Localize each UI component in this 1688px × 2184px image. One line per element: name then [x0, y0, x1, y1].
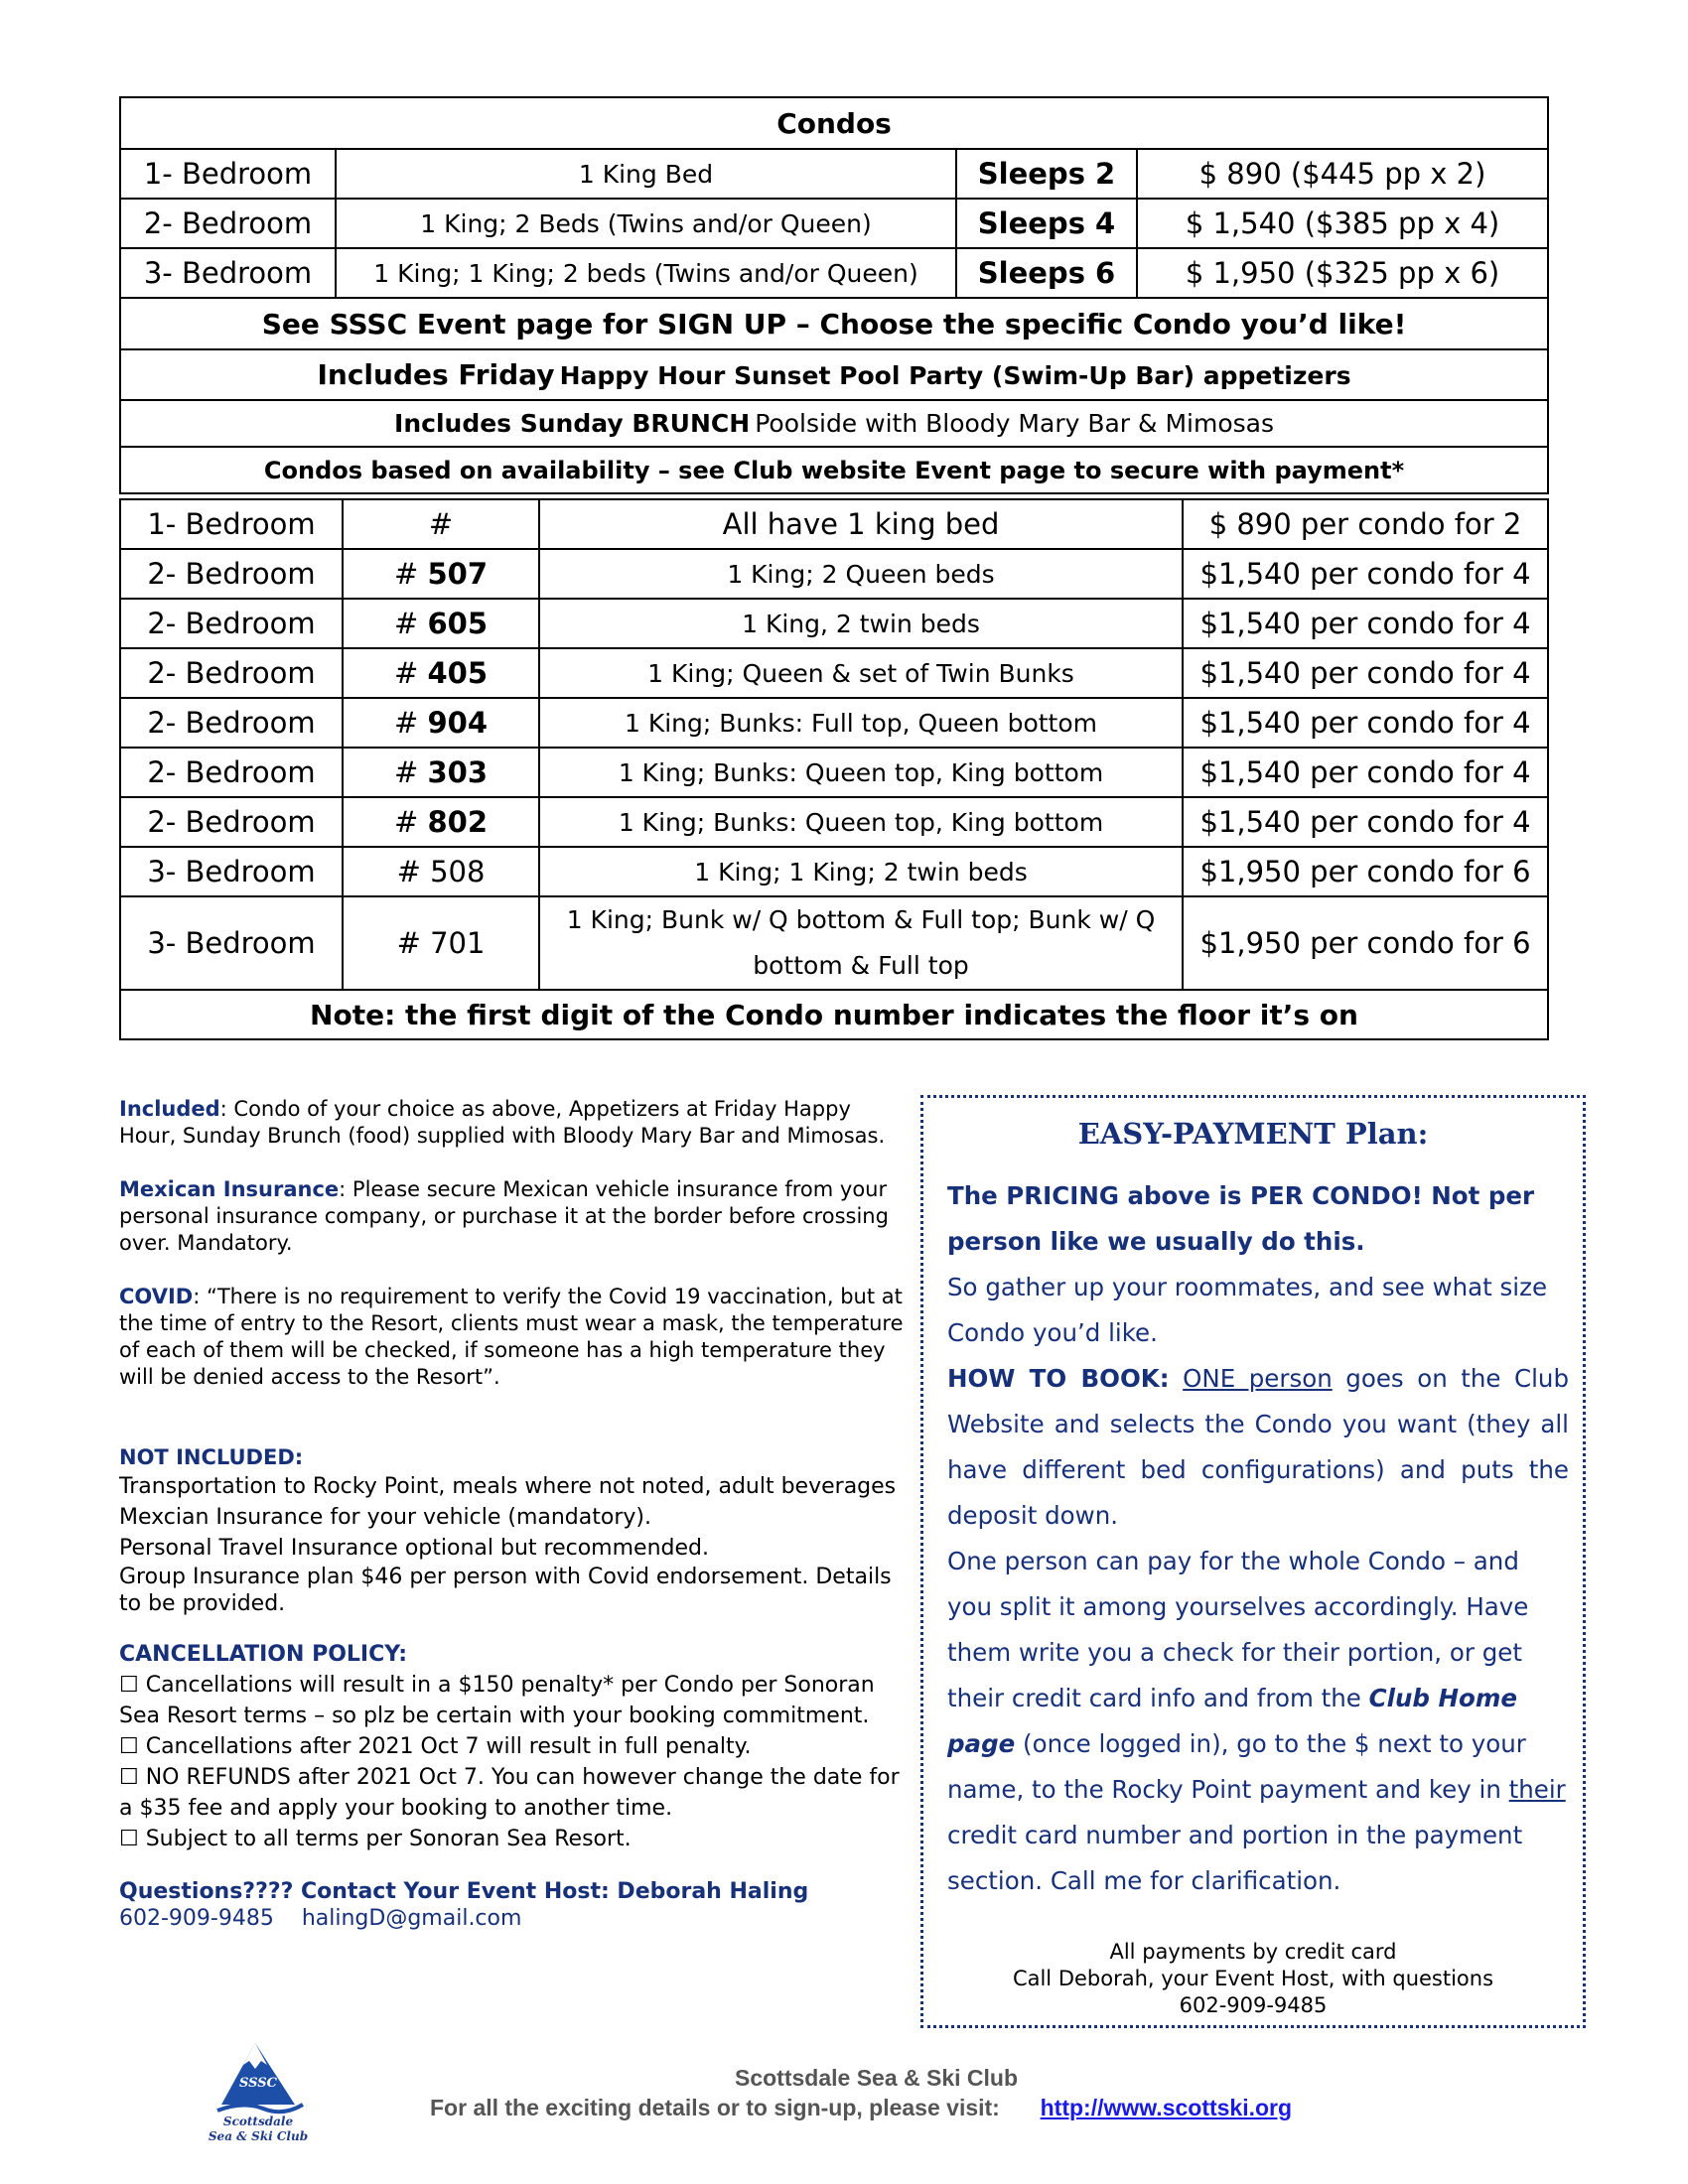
table-row: 2- Bedroom # 507 1 King; 2 Queen beds $1,540 per condo for 4 — [120, 549, 1548, 599]
svg-text:Sea & Ski Club: Sea & Ski Club — [208, 2129, 309, 2143]
contact-phone: 602-909-9485 — [119, 1906, 274, 1931]
insurance-section: Mexican Insurance: Please secure Mexican vehicle insurance from your personal insurance company, or purchase it at the border before crossing over. Mandatory. — [119, 1177, 889, 1255]
footer-visit: For all the exciting details or to sign-up, please visit: http://www.scottski.org — [430, 2095, 1293, 2120]
footer-website-link[interactable]: http://www.scottski.org — [1040, 2095, 1293, 2120]
one-person-link: ONE person — [1183, 1364, 1333, 1393]
contact-line — [119, 1905, 904, 1932]
table-row: 2- Bedroom 1 King; 2 Beds (Twins and/or Queen) Sleeps 4 $ 1,540 ($385 pp x 4) — [120, 199, 1548, 248]
footer-club-name: Scottsdale Sea & Ski Club — [735, 2065, 1019, 2091]
sunday-note: Includes Sunday BRUNCH Poolside with Bloody Mary Bar & Mimosas — [120, 400, 1548, 447]
units-table — [119, 498, 1549, 1040]
not-included-heading: NOT INCLUDED: — [119, 1445, 304, 1469]
cancellation-heading: CANCELLATION POLICY: — [119, 1642, 408, 1667]
not-included-list: Transportation to Rocky Point, meals where not noted, adult beverages Mexcian Insurance for your vehicle (mandatory). Personal Travel Insurance optional but recommended. Group Insurance plan $46 per person with Covid endorsement. Details to be provided. — [119, 1474, 897, 1616]
questions-heading: Questions???? Contact Your Event Host: Deborah Haling — [119, 1879, 809, 1904]
svg-text:Scottsdale: Scottsdale — [222, 2115, 294, 2128]
club-logo — [204, 2035, 313, 2144]
table-row: 2- Bedroom # 405 1 King; Queen & set of Twin Bunks $1,540 per condo for 4 — [120, 648, 1548, 698]
easy-payment-box — [920, 1095, 1586, 2028]
box-footer: All payments by credit card Call Deborah, your Event Host, with questions 602-909-9485 — [1012, 1940, 1494, 2017]
table-row: 1- Bedroom 1 King Bed Sleeps 2 $ 890 ($445 pp x 2) — [120, 149, 1548, 199]
friday-note: Includes Friday Happy Hour Sunset Pool Party (Swim-Up Bar) appetizers — [120, 349, 1548, 400]
table-row: 3- Bedroom # 701 1 King; Bunk w/ Q bottom & Full top; Bunk w/ Q bottom & Full top $1,950 per condo for 6 — [120, 896, 1548, 990]
details-column — [119, 1096, 904, 1932]
contact-email[interactable]: halingD@gmail.com — [301, 1906, 522, 1931]
condo-table — [119, 96, 1549, 494]
signup-note: See SSSC Event page for SIGN UP – Choose the specific Condo you’d like! — [120, 298, 1548, 349]
cancellation-list: ☐ Cancellations will result in a $150 penalty* per Condo per Sonoran Sea Resort terms – so plz be certain with your booking commitment. ☐ Cancellations after 2021 Oct 7 will result in full penalty. ☐ NO REFUNDS after 2021 Oct 7. You can however change the date for a $35 fee and apply your booking to another time. ☐ Subject to all terms per Sonoran Sea Resort. — [119, 1673, 900, 1851]
table-row: 2- Bedroom # 605 1 King, 2 twin beds $1,540 per condo for 4 — [120, 599, 1548, 648]
club-home-page-ref: Club Home page — [947, 1684, 1517, 1758]
table-row: 3- Bedroom 1 King; 1 King; 2 beds (Twins and/or Queen) Sleeps 6 $ 1,950 ($325 pp x 6) — [120, 248, 1548, 298]
mountain-icon — [204, 2035, 313, 2144]
table-row: 2- Bedroom # 904 1 King; Bunks: Full top, Queen bottom $1,540 per condo for 4 — [120, 698, 1548, 748]
table-row: 1- Bedroom # All have 1 king bed $ 890 per condo for 2 — [120, 499, 1548, 549]
availability-note: Condos based on availability – see Club website Event page to secure with payment* — [120, 447, 1548, 493]
floor-note: Note: the first digit of the Condo number indicates the floor it’s on — [120, 990, 1548, 1039]
svg-text:SSSC: SSSC — [239, 2076, 277, 2091]
table-row: 2- Bedroom # 303 1 King; Bunks: Queen top, King bottom $1,540 per condo for 4 — [120, 748, 1548, 797]
table-row: 2- Bedroom # 802 1 King; Bunks: Queen top, King bottom $1,540 per condo for 4 — [120, 797, 1548, 847]
box-body: The PRICING above is PER CONDO! Not per person like we usually do this. So gather up your roommates, and see what size Condo you’d like. HOW TO BOOK: ONE person goes on the Club Website and selects the Condo you want (they all have different bed configurations) and puts the deposit down. One person can pay for the whole Condo – and you split it among yourselves accordingly. Have them write you a check for their portion, or get their credit card info and from the Club Home page (once logged in), go to the $ next to your name, to the Rocky Point payment and key in their credit card number and portion in the payment section. Call me for clarification. — [947, 1181, 1569, 1895]
table-row: 3- Bedroom # 508 1 King; 1 King; 2 twin beds $1,950 per condo for 6 — [120, 847, 1548, 896]
covid-section: COVID: “There is no requirement to verify the Covid 19 vaccination, but at the time of entry to the Resort, clients must wear a mask, the temperature of each of them will be checked, if someone has a high temperature they will be denied access to the Resort”. — [119, 1285, 904, 1389]
box-title: EASY-PAYMENT Plan: — [1077, 1117, 1429, 1151]
included-section: Included: Condo of your choice as above, Appetizers at Friday Happy Hour, Sunday Brunch (food) supplied with Bloody Mary Bar and Mimosas. — [119, 1097, 886, 1148]
table-title: Condos — [120, 97, 1548, 149]
